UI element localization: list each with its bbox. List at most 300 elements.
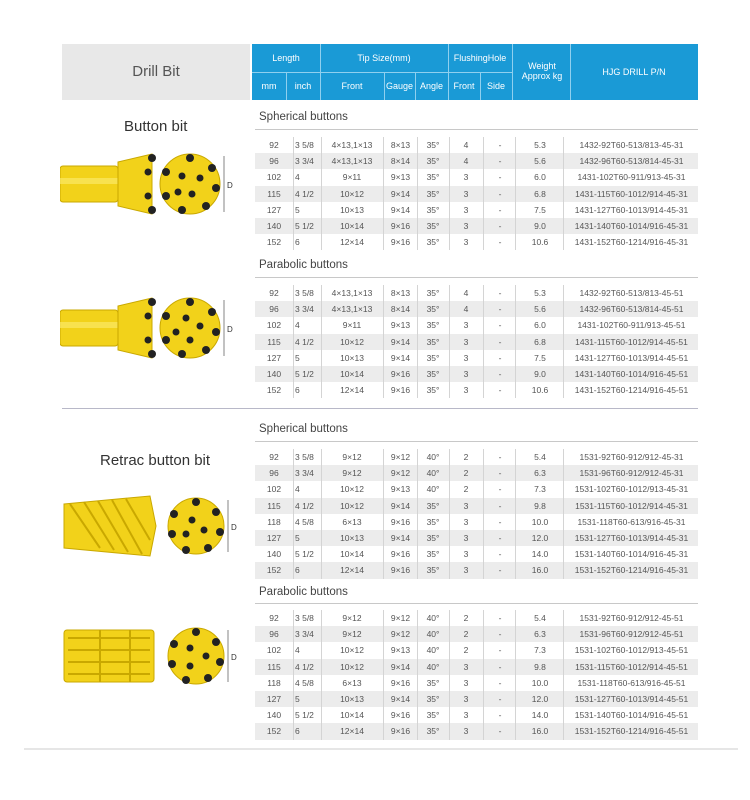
table-cell: 1531-102T60-1012/913-45-51 <box>574 645 689 656</box>
table-cell: 4 <box>463 140 469 150</box>
gauge-header: Gauge <box>385 81 414 91</box>
table-cell: 9×12 <box>342 613 362 623</box>
table-cell: 4 1/2 <box>295 188 314 199</box>
table-cell: 40° <box>426 484 440 495</box>
table-cell: 6 <box>295 565 300 576</box>
table-cell: 10.6 <box>531 237 549 248</box>
table-row <box>255 498 698 514</box>
table-cell: - <box>498 484 502 495</box>
table-cell: 140 <box>266 710 282 721</box>
table-cell: 2 <box>463 484 469 495</box>
section-title-button-bit: Button bit <box>124 118 188 135</box>
table-cell: - <box>498 532 502 543</box>
table-cell: 9×14 <box>390 532 411 543</box>
table-cell: 40° <box>426 468 440 479</box>
table-cell: 9×12 <box>390 452 411 462</box>
table-cell: 4 <box>295 484 300 495</box>
table-cell: 10×12 <box>340 336 364 347</box>
table-cell: 35° <box>426 532 440 543</box>
table-cell: 10×12 <box>340 645 364 656</box>
table-cell: 3 <box>463 368 469 379</box>
hole-front-header: Front <box>453 81 475 91</box>
table-cell: 8×14 <box>390 156 411 167</box>
table-cell: 1531-152T60-1214/916-45-31 <box>574 565 689 576</box>
table-cell: 40° <box>426 613 440 623</box>
table-cell: 9×11 <box>342 320 362 331</box>
table-row <box>255 707 698 723</box>
table-cell: 127 <box>266 693 282 704</box>
table-cell: 3 <box>463 710 469 721</box>
table-cell: 3 3/4 <box>295 156 314 167</box>
table-cell: 7.5 <box>534 352 546 363</box>
table-header <box>62 44 698 100</box>
table-row <box>255 218 698 234</box>
table-cell: 35° <box>426 516 440 527</box>
drill-bit-header-cell <box>62 44 250 100</box>
length-header: Length <box>272 53 300 63</box>
diameter-label: D <box>231 653 237 662</box>
table-cell: 1531-96T60-912/912-45-51 <box>579 629 684 640</box>
table-row <box>255 546 698 562</box>
table-cell: 9×11 <box>342 172 362 183</box>
table-cell: 1531-118T60-613/916-45-31 <box>577 516 686 527</box>
table-cell: 2 <box>463 629 469 640</box>
table-cell: 14.0 <box>531 710 549 721</box>
table-cell: 14.0 <box>531 549 549 560</box>
table-row <box>255 301 698 317</box>
table-row <box>255 610 698 626</box>
table-cell: 5 1/2 <box>295 220 314 231</box>
table-cell: 5 <box>295 532 300 543</box>
table-cell: 3 <box>463 500 469 511</box>
table-cell: 92 <box>269 140 279 150</box>
table-cell: 9.8 <box>534 661 546 672</box>
table-cell: 1531-115T60-1012/914-45-51 <box>575 661 688 672</box>
table-cell: 4 5/8 <box>295 677 314 688</box>
table-cell: 5 1/2 <box>295 368 314 379</box>
table-cell: 3 <box>463 172 469 183</box>
table-cell: - <box>498 385 502 396</box>
table-cell: 4 1/2 <box>295 661 314 672</box>
table-cell: 5 <box>295 352 300 363</box>
table-cell: 5 <box>295 204 300 215</box>
table-cell: - <box>498 352 502 363</box>
table-row <box>255 334 698 350</box>
group-title: Spherical buttons <box>259 423 348 435</box>
table-cell: 7.5 <box>534 204 546 215</box>
table-cell: - <box>498 237 502 248</box>
table-cell: 35° <box>426 500 440 511</box>
table-cell: 102 <box>266 645 282 656</box>
table-cell: 9×12 <box>342 452 362 462</box>
table-cell: 4 <box>463 304 469 315</box>
table-cell: - <box>498 304 502 315</box>
table-cell: 12×14 <box>340 726 364 737</box>
table-cell: 8×13 <box>390 140 411 150</box>
table-cell: 1431-115T60-1012/914-45-31 <box>575 188 688 199</box>
table-cell: - <box>498 549 502 560</box>
table-cell: 9×16 <box>390 710 411 721</box>
table-cell: 152 <box>266 385 282 396</box>
table-cell: 4×13,1×13 <box>331 140 373 150</box>
flushing-hole-header: FlushingHole <box>453 53 507 63</box>
table-cell: 96 <box>269 156 279 167</box>
table-row <box>255 530 698 546</box>
table-cell: 40° <box>426 452 440 462</box>
table-cell: 3 <box>463 549 469 560</box>
table-cell: 3 <box>463 237 469 248</box>
tip-front-header: Front <box>341 81 363 91</box>
table-cell: 9×16 <box>390 368 411 379</box>
table-cell: 5.4 <box>534 452 546 462</box>
table-cell: 3 5/8 <box>295 452 314 462</box>
table-cell: 10×12 <box>340 661 364 672</box>
table-cell: 3 <box>463 677 469 688</box>
table-cell: 12×14 <box>340 385 364 396</box>
table-cell: 3 <box>463 188 469 199</box>
table-row <box>255 202 698 218</box>
table-cell: 10×14 <box>340 710 364 721</box>
table-cell: 1531-127T60-1013/914-45-51 <box>574 693 689 704</box>
table-cell: 3 3/4 <box>295 468 314 479</box>
table-cell: 9×16 <box>390 549 411 560</box>
table-cell: 35° <box>426 565 440 576</box>
table-cell: 4 5/8 <box>295 516 314 527</box>
table-cell: 3 <box>463 693 469 704</box>
table-cell: 12.0 <box>531 532 549 543</box>
table-cell: 3 5/8 <box>295 140 314 150</box>
table-cell: 8×13 <box>390 288 411 298</box>
mm-header: mm <box>261 81 277 91</box>
table-cell: 35° <box>426 288 440 298</box>
angle-header: Angle <box>419 81 444 91</box>
table-cell: 127 <box>266 352 282 363</box>
table-cell: 5.4 <box>534 613 546 623</box>
table-cell: 9×13 <box>390 484 411 495</box>
table-cell: 9×16 <box>390 237 411 248</box>
table-cell: 35° <box>426 368 440 379</box>
table-cell: 152 <box>266 565 282 576</box>
table-cell: - <box>498 220 502 231</box>
table-cell: 4×13,1×13 <box>331 304 373 315</box>
table-cell: 10.0 <box>531 516 549 527</box>
table-cell: - <box>498 693 502 704</box>
table-cell: 152 <box>266 237 282 248</box>
table-cell: 9×12 <box>342 468 362 479</box>
table-row <box>255 465 698 481</box>
table-cell: 140 <box>266 220 282 231</box>
table-cell: 9×12 <box>342 629 362 640</box>
group-title: Parabolic buttons <box>259 259 348 271</box>
retrac-bit-parabolic-image <box>60 620 240 692</box>
table-row <box>255 382 698 398</box>
table-cell: - <box>498 336 502 347</box>
table-cell: 10×13 <box>340 204 364 215</box>
table-cell: 3 3/4 <box>295 629 314 640</box>
table-row <box>255 675 698 691</box>
table-cell: 3 <box>463 385 469 396</box>
table-cell: 1531-102T60-1012/913-45-31 <box>574 484 689 495</box>
table-cell: 102 <box>266 320 282 331</box>
table-cell: - <box>498 320 502 331</box>
table-cell: - <box>498 468 502 479</box>
table-cell: 12×14 <box>340 565 364 576</box>
table-cell: 35° <box>426 188 440 199</box>
table-cell: 9×14 <box>390 204 411 215</box>
table-cell: 9×16 <box>390 220 411 231</box>
table-cell: 4 <box>295 645 300 656</box>
table-cell: 12×14 <box>340 237 364 248</box>
table-row <box>255 449 698 465</box>
table-cell: 3 5/8 <box>295 288 314 298</box>
table-cell: - <box>498 172 502 183</box>
table-cell: 7.3 <box>534 484 546 495</box>
table-cell: 40° <box>426 645 440 656</box>
table-cell: - <box>498 516 502 527</box>
table-cell: 3 <box>463 220 469 231</box>
table-cell: 1432-92T60-513/813-45-31 <box>579 140 684 150</box>
table-cell: 35° <box>426 385 440 396</box>
table-row <box>255 626 698 642</box>
table-cell: - <box>498 710 502 721</box>
part-number-header: HJG DRILL P/N <box>602 67 666 77</box>
table-cell: - <box>498 629 502 640</box>
table-cell: 6 <box>295 385 300 396</box>
spec-table <box>255 137 698 250</box>
table-cell: 3 <box>463 516 469 527</box>
table-cell: 35° <box>426 549 440 560</box>
table-cell: 35° <box>426 220 440 231</box>
table-cell: 102 <box>266 172 282 183</box>
table-cell: 4×13,1×13 <box>331 288 373 298</box>
table-cell: 9×12 <box>390 613 411 623</box>
table-cell: 1531-127T60-1013/914-45-31 <box>574 532 689 543</box>
table-cell: 6.3 <box>534 629 546 640</box>
table-cell: 9×12 <box>390 629 411 640</box>
table-cell: 127 <box>266 204 282 215</box>
table-cell: 35° <box>426 710 440 721</box>
table-cell: 1431-140T60-1014/916-45-31 <box>574 220 689 231</box>
table-cell: 16.0 <box>531 726 549 737</box>
table-cell: 5 1/2 <box>295 549 314 560</box>
table-row <box>255 562 698 578</box>
table-cell: 6.0 <box>534 172 546 183</box>
table-cell: 118 <box>267 516 281 527</box>
table-cell: 9×12 <box>390 468 411 479</box>
weight-header: Weight Approx kg <box>521 61 563 82</box>
table-cell: 2 <box>463 613 469 623</box>
table-cell: 9×16 <box>390 565 411 576</box>
table-cell: 152 <box>266 726 282 737</box>
table-cell: 1431-127T60-1013/914-45-51 <box>574 352 689 363</box>
table-cell: 9×13 <box>390 172 411 183</box>
table-row <box>255 153 698 169</box>
table-cell: 10×13 <box>340 693 364 704</box>
table-cell: 10.0 <box>531 677 549 688</box>
table-cell: 35° <box>426 140 440 150</box>
table-cell: 5 <box>295 693 300 704</box>
table-cell: 35° <box>426 352 440 363</box>
table-cell: 1531-152T60-1214/916-45-51 <box>574 726 689 737</box>
table-cell: 4 <box>295 320 300 331</box>
table-cell: 10×14 <box>340 368 364 379</box>
table-cell: 1531-115T60-1012/914-45-31 <box>575 500 688 511</box>
diameter-label: D <box>227 181 233 190</box>
table-cell: 35° <box>426 677 440 688</box>
table-cell: 6×13 <box>342 516 362 527</box>
spec-table <box>255 449 698 579</box>
table-cell: 10×13 <box>340 532 364 543</box>
table-cell: 5.6 <box>534 156 546 167</box>
table-cell: 9×16 <box>390 677 411 688</box>
table-cell: 3 <box>463 532 469 543</box>
spec-table <box>255 610 698 740</box>
table-cell: 140 <box>266 368 282 379</box>
table-cell: 9.0 <box>534 368 546 379</box>
table-cell: 3 5/8 <box>295 613 314 623</box>
table-cell: - <box>498 661 502 672</box>
table-cell: 10×12 <box>340 500 364 511</box>
table-cell: 10.6 <box>531 385 549 396</box>
table-cell: 1431-115T60-1012/914-45-51 <box>575 336 688 347</box>
table-cell: 3 <box>463 336 469 347</box>
table-cell: 9×14 <box>390 188 411 199</box>
table-cell: 35° <box>426 693 440 704</box>
table-cell: 1431-102T60-911/913-45-51 <box>577 320 686 331</box>
group-title: Spherical buttons <box>259 111 348 123</box>
table-cell: - <box>498 645 502 656</box>
table-cell: 1531-92T60-912/912-45-31 <box>579 452 684 462</box>
table-cell: 3 <box>463 661 469 672</box>
table-cell: 10×14 <box>340 220 364 231</box>
table-cell: 1531-140T60-1014/916-45-31 <box>574 549 689 560</box>
table-cell: 2 <box>463 452 469 462</box>
table-cell: - <box>498 288 502 298</box>
table-row <box>255 366 698 382</box>
table-cell: 6×13 <box>342 677 362 688</box>
table-cell: 9×16 <box>390 726 411 737</box>
table-cell: 118 <box>267 677 281 688</box>
table-row <box>255 481 698 497</box>
table-cell: 3 <box>463 320 469 331</box>
table-cell: 5.6 <box>534 304 546 315</box>
table-cell: 1431-140T60-1014/916-45-51 <box>574 368 689 379</box>
table-cell: 35° <box>426 204 440 215</box>
section-title-retrac-button-bit: Retrac button bit <box>100 452 211 469</box>
table-cell: 6.3 <box>534 468 546 479</box>
table-cell: 115 <box>267 336 281 347</box>
table-cell: 3 <box>463 565 469 576</box>
table-cell: 10×12 <box>340 484 364 495</box>
table-cell: 115 <box>267 661 281 672</box>
table-cell: 9×14 <box>390 352 411 363</box>
tip-size-header: Tip Size(mm) <box>357 53 411 63</box>
table-cell: 1431-152T60-1214/916-45-31 <box>574 237 689 248</box>
table-cell: 35° <box>426 237 440 248</box>
table-cell: 35° <box>426 156 440 167</box>
table-row <box>255 691 698 707</box>
table-cell: 10×13 <box>340 352 364 363</box>
table-cell: 40° <box>426 629 440 640</box>
table-row <box>255 659 698 675</box>
table-row <box>255 137 698 153</box>
spec-header-block <box>252 44 698 100</box>
table-cell: 9×14 <box>390 500 411 511</box>
table-row <box>255 317 698 333</box>
table-cell: 6 <box>295 726 300 737</box>
diameter-label: D <box>227 325 233 334</box>
table-cell: - <box>498 140 502 150</box>
table-cell: 92 <box>269 452 279 462</box>
table-cell: 16.0 <box>531 565 549 576</box>
table-cell: 96 <box>269 629 279 640</box>
table-cell: 35° <box>426 336 440 347</box>
table-cell: - <box>498 726 502 737</box>
table-cell: 3 <box>463 204 469 215</box>
table-cell: 96 <box>269 304 279 315</box>
table-cell: 1431-152T60-1214/916-45-51 <box>574 385 689 396</box>
hole-side-header: Side <box>486 81 505 91</box>
table-row <box>255 514 698 530</box>
table-cell: 127 <box>266 532 282 543</box>
table-cell: 2 <box>463 645 469 656</box>
table-cell: 4 1/2 <box>295 336 314 347</box>
table-cell: - <box>498 156 502 167</box>
spec-table <box>255 285 698 398</box>
table-cell: 10×14 <box>340 549 364 560</box>
table-cell: 6.0 <box>534 320 546 331</box>
table-row <box>255 234 698 250</box>
table-cell: 9×14 <box>390 336 411 347</box>
table-cell: 9×16 <box>390 385 411 396</box>
table-row <box>255 169 698 185</box>
table-cell: 3 <box>463 726 469 737</box>
table-cell: 1431-102T60-911/913-45-31 <box>577 172 686 183</box>
table-cell: 92 <box>269 613 279 623</box>
table-cell: 3 3/4 <box>295 304 314 315</box>
table-cell: 1432-92T60-513/813-45-51 <box>579 288 684 298</box>
table-cell: 35° <box>426 304 440 315</box>
table-cell: 6.8 <box>534 188 546 199</box>
table-cell: 4×13,1×13 <box>331 156 373 167</box>
table-cell: 6.8 <box>534 336 546 347</box>
table-cell: 5.3 <box>534 140 546 150</box>
table-row <box>255 350 698 366</box>
table-cell: 1432-96T60-513/814-45-51 <box>579 304 684 315</box>
table-row <box>255 285 698 301</box>
table-cell: 6 <box>295 237 300 248</box>
table-cell: 2 <box>463 468 469 479</box>
table-cell: 35° <box>426 320 440 331</box>
table-cell: 4 <box>295 172 300 183</box>
table-cell: 7.3 <box>534 645 546 656</box>
table-cell: 1531-118T60-613/916-45-51 <box>577 677 686 688</box>
table-cell: 1432-96T60-513/814-45-31 <box>579 156 684 167</box>
table-row <box>255 186 698 202</box>
table-cell: - <box>498 452 502 462</box>
table-cell: 115 <box>267 500 281 511</box>
table-cell: 102 <box>266 484 282 495</box>
table-cell: - <box>498 613 502 623</box>
table-cell: 5.3 <box>534 288 546 298</box>
diameter-label: D <box>231 523 237 532</box>
table-cell: 9.8 <box>534 500 546 511</box>
table-cell: 8×14 <box>390 304 411 315</box>
table-cell: 4 <box>463 288 469 298</box>
table-cell: 40° <box>426 661 440 672</box>
drill-bit-header-text: Drill Bit <box>132 63 180 80</box>
table-cell: 1531-92T60-912/912-45-51 <box>579 613 684 623</box>
